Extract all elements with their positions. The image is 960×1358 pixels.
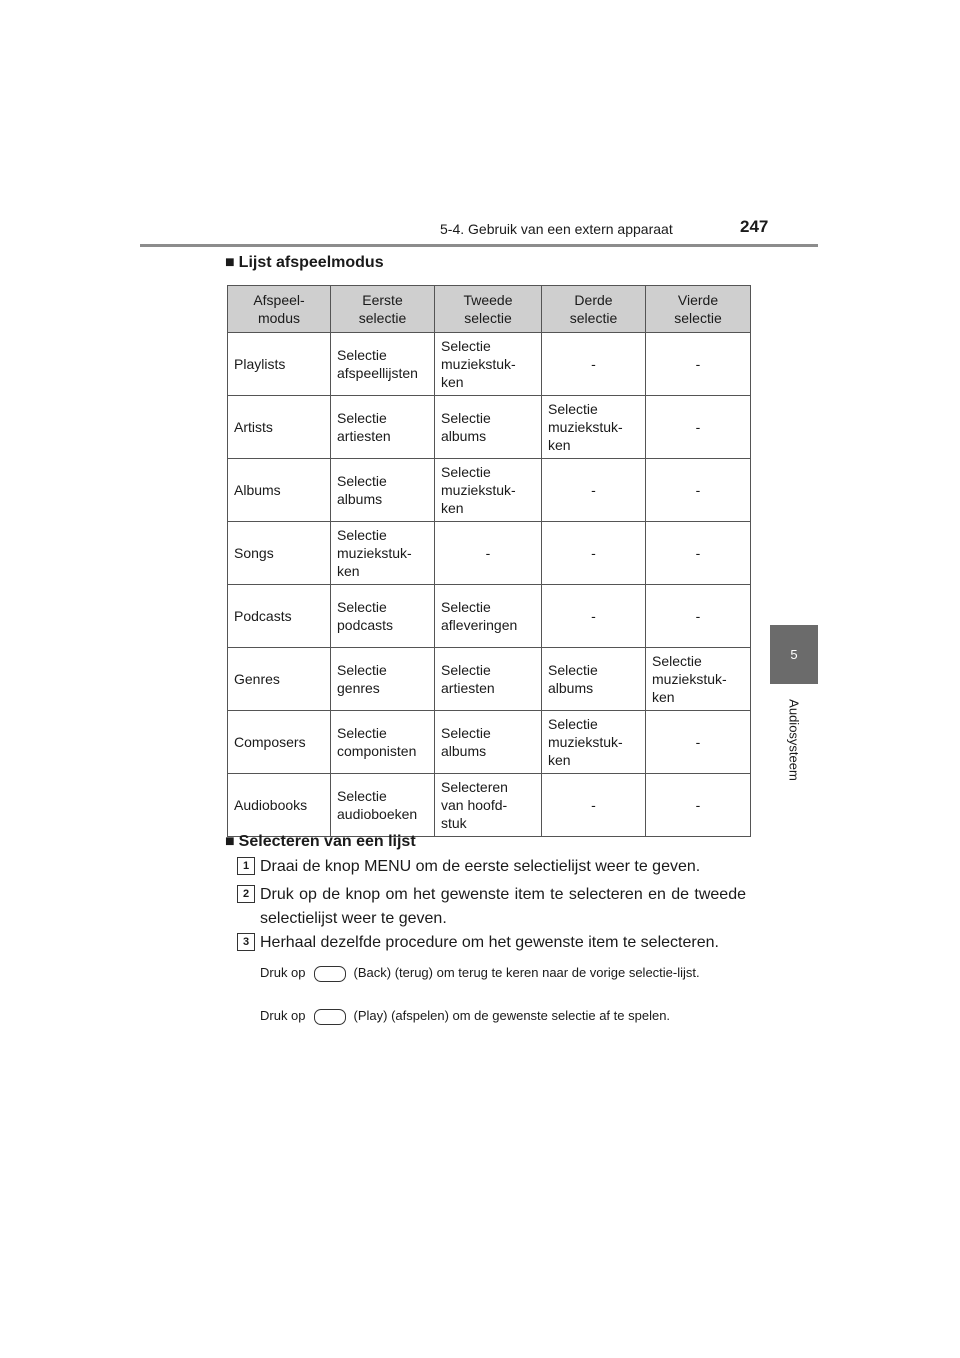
table-cell [542,396,646,459]
table-cell [646,333,751,396]
table-row [228,585,751,648]
table-cell [542,333,646,396]
cell-text: - [695,356,701,372]
table-cell [542,585,646,648]
step-number-badge: 2 [237,885,255,903]
cell-text: - [695,545,701,561]
table-row [228,774,751,837]
column-header [331,286,435,333]
table-cell [331,396,435,459]
cell-text: Composers [234,734,306,750]
table-row [228,396,751,459]
note-prefix: Druk op [260,965,306,980]
step-number-badge: 3 [237,933,255,951]
section-heading-playmode [225,254,384,272]
cell-text: - [591,356,596,372]
cell-text: Selectie afspeellijsten [337,347,418,381]
table-cell [646,711,751,774]
table-row [228,711,751,774]
header-text: Tweede selectie [463,292,513,326]
cell-text: - [695,608,701,624]
cell-text: Selectie muziekstuk- ken [441,464,516,516]
cell-text: Genres [234,671,280,687]
table-cell [435,774,542,837]
cell-text: Selectie afleveringen [441,599,518,633]
cell-text: Selectie albums [548,662,598,696]
table-cell [646,774,751,837]
table-cell [542,459,646,522]
header-section-title: 5-4. Gebruik van een extern apparaat [440,221,673,237]
square-bullet-icon: ■ [225,254,235,271]
cell-text: - [695,482,701,498]
table-cell [228,585,331,648]
table-cell [435,459,542,522]
cell-text: Selectie audioboeken [337,788,418,822]
table-cell [331,648,435,711]
section-title: Lijst afspeelmodus [238,254,384,271]
table-cell [435,396,542,459]
cell-text: Selectie muziekstuk- ken [548,401,623,453]
chapter-number: 5 [790,647,798,662]
table-cell [228,522,331,585]
cell-text: Artists [234,419,273,435]
header-divider [140,244,818,247]
cell-text: - [695,734,701,750]
cell-text: - [485,545,491,561]
table-cell [228,711,331,774]
column-header [542,286,646,333]
cell-text: - [591,608,596,624]
step-text: Druk op de knop om het gewenste item te selecteren en de tweede selectielijst weer te geven. [260,886,746,927]
table-row [228,522,751,585]
page-number: 247 [740,217,769,236]
table-cell [331,585,435,648]
table-cell [331,522,435,585]
table-cell [435,648,542,711]
header-text: Derde selectie [569,292,618,326]
cell-text: Selectie albums [337,473,387,507]
column-header [435,286,542,333]
table-cell [646,396,751,459]
table-row [228,648,751,711]
table-cell [331,459,435,522]
cell-text: - [591,545,596,561]
table-cell [331,333,435,396]
cell-text: Selectie albums [441,410,491,444]
column-header [646,286,751,333]
cell-text: Songs [234,545,274,561]
table-cell [542,711,646,774]
cell-text: Selectie muziekstuk- ken [548,716,623,768]
cell-text: Selecteren van hoofd- stuk [441,779,508,831]
step-text: Herhaal dezelfde procedure om het gewenste item te selecteren. [260,934,719,951]
cell-text: - [591,482,596,498]
section-heading-select-list [225,833,416,851]
note-play [260,1006,746,1026]
square-bullet-icon: ■ [225,833,235,850]
cell-text: Selectie muziekstuk- ken [337,527,412,579]
cell-text: Selectie muziekstuk- ken [652,653,727,705]
table-header-row [228,286,751,333]
header-text: Eerste selectie [358,292,407,326]
header-text: Vierde selectie [674,292,722,326]
table-cell [646,585,751,648]
table-cell [435,333,542,396]
table-cell [435,585,542,648]
cell-text: Podcasts [234,608,292,624]
step-text: Draai de knop MENU om de eerste selectielijst weer te geven. [260,858,701,875]
note-suffix: (Back) (terug) om terug te keren naar de vorige selectie-lijst. [353,965,700,980]
cell-text: - [695,419,701,435]
play-button-icon [314,1009,346,1025]
table-cell [646,522,751,585]
cell-text: Selectie muziekstuk- ken [441,338,516,390]
column-header [228,286,331,333]
cell-text: Selectie podcasts [337,599,394,633]
cell-text: Selectie albums [441,725,491,759]
table-cell [542,774,646,837]
cell-text: Selectie componisten [337,725,417,759]
note-back [260,963,746,983]
cell-text: Audiobooks [234,797,308,813]
table-cell [542,522,646,585]
table-cell [228,648,331,711]
cell-text: - [695,797,701,813]
table-cell [542,648,646,711]
table-cell [228,459,331,522]
cell-text: Selectie genres [337,662,387,696]
cell-text: - [591,797,596,813]
table-cell [435,522,542,585]
table-cell [331,711,435,774]
table-cell [646,648,751,711]
table-cell [228,333,331,396]
cell-text: Selectie artiesten [337,410,391,444]
cell-text: Albums [234,482,281,498]
back-button-icon [314,966,346,982]
table-cell [435,711,542,774]
header-text: Afspeel- modus [253,292,305,326]
playmode-table [227,285,751,837]
cell-text: Playlists [234,356,286,372]
step-number-badge: 1 [237,857,255,875]
cell-text: Selectie artiesten [441,662,495,696]
table-cell [228,774,331,837]
note-suffix: (Play) (afspelen) om de gewenste selectie af te spelen. [353,1008,671,1023]
table-row [228,459,751,522]
section-title: Selecteren van een lijst [238,833,416,850]
chapter-label: Audiosysteem [786,699,802,781]
table-cell [228,396,331,459]
table-row [228,333,751,396]
table-cell [646,459,751,522]
table-cell [331,774,435,837]
note-prefix: Druk op [260,1008,306,1023]
chapter-tab [770,625,818,684]
